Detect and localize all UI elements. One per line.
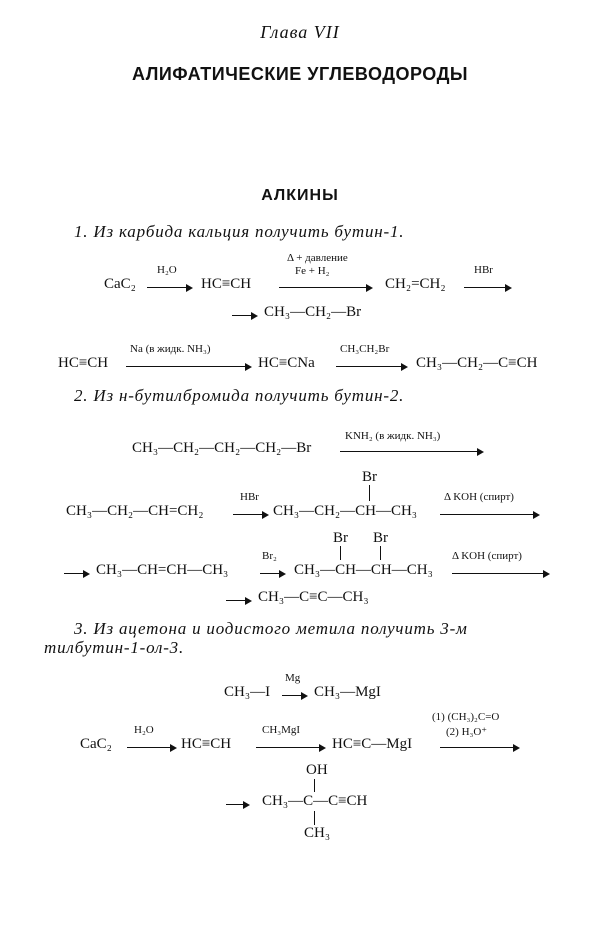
reagent-label: HBr [240,491,259,503]
reagent-label: Br₂ [262,550,277,562]
reaction-arrow [64,573,88,574]
reagent-label: H₂O [134,724,154,736]
reaction-arrow [232,315,256,316]
reaction-arrow [279,287,371,288]
formula-ethylene: CH₂=CH₂ [385,276,446,292]
section-title: АЛКИНЫ [261,187,339,204]
reaction-arrow [440,747,518,748]
bond-line [369,485,370,501]
formula-ethynylmagnesium-iodide: HC≡C—MgI [332,736,413,752]
reaction-arrow [260,573,284,574]
formula-product-alcohol: CH₃—C—C≡CH [262,793,368,809]
reaction-arrow [233,514,267,515]
reaction-arrow [340,451,482,452]
bond-line [340,546,341,560]
formula-cac2: CaC₂ [104,276,136,292]
formula-ethyl-bromide: CH₃—CH₂—Br [264,304,362,320]
chapter-title: АЛИФАТИЧЕСКИЕ УГЛЕВОДОРОДЫ [131,64,469,84]
formula-methyl-iodide: CH₃—I [224,684,271,700]
formula-dibromobutane: CH₃—CH—CH—CH₃ [294,562,433,578]
task1-heading: 1. Из карбида кальция получить бутин-1. [74,222,405,241]
formula-acetylene: HC≡CH [181,736,232,752]
reaction-arrow [452,573,548,574]
bond-line [380,546,381,560]
formula-2-bromobutane: CH₃—CH₂—CH—CH₃ [273,503,418,519]
formula-acetylene: HC≡CH [201,276,252,292]
reaction-arrow [127,747,175,748]
substituent-br: Br [362,469,377,485]
reagent-label: Δ KOH (спирт) [444,491,514,503]
reagent-label: H₂O [157,264,177,276]
formula-cac2: CaC₂ [80,736,112,752]
formula-acetylene: HC≡CH [58,355,109,371]
reaction-arrow [147,287,191,288]
reagent-label: Fe + H₂ [295,265,330,277]
reaction-arrow [282,695,306,696]
bond-line [314,779,315,792]
formula-butyl-bromide: CH₃—CH₂—CH₂—CH₂—Br [132,440,312,456]
reagent-label: (1) (CH₃)₂C=O [432,711,500,723]
reagent-label: Δ KOH (спирт) [452,550,522,562]
reagent-label: KNH₂ (в жидк. NH₃) [345,430,441,442]
reagent-label: Mg [285,672,301,684]
formula-methylmagnesium-iodide: CH₃—MgI [314,684,381,700]
reagent-label: CH₃CH₂Br [340,343,390,355]
reagent-label: (2) H₃O⁺ [446,726,488,738]
reaction-arrow [256,747,324,748]
reagent-label: CH₃MgI [262,724,301,736]
reagent-label: HBr [474,264,493,276]
reaction-arrow [336,366,406,367]
substituent-br: Br [333,530,348,546]
formula-butyne-1: CH₃—CH₂—C≡CH [416,355,538,371]
reaction-arrow [440,514,538,515]
formula-butene-2: CH₃—CH=CH—CH₃ [96,562,229,578]
substituent-ch3: CH₃ [304,825,331,841]
chapter-heading: Глава VII [260,22,340,42]
bond-line [314,811,315,825]
formula-sodium-acetylide: HC≡CNa [258,355,315,371]
reagent-label: Δ + давление [287,252,348,264]
task3-heading: 3. Из ацетона и иодистого метила получить 3-м [74,619,468,638]
reaction-arrow [226,600,250,601]
task3-heading-continuation: тилбутин-1-ол-3. [44,638,185,657]
reaction-arrow [464,287,510,288]
task2-heading: 2. Из н-бутилбромида получить бутин-2. [74,386,405,405]
reagent-label: Na (в жидк. NH₃) [130,343,211,355]
reaction-arrow [226,804,248,805]
substituent-oh: OH [306,762,328,778]
reaction-arrow [126,366,250,367]
formula-butene-1: CH₃—CH₂—CH=CH₂ [66,503,204,519]
formula-butyne-2: CH₃—C≡C—CH₃ [258,589,369,605]
substituent-br: Br [373,530,388,546]
